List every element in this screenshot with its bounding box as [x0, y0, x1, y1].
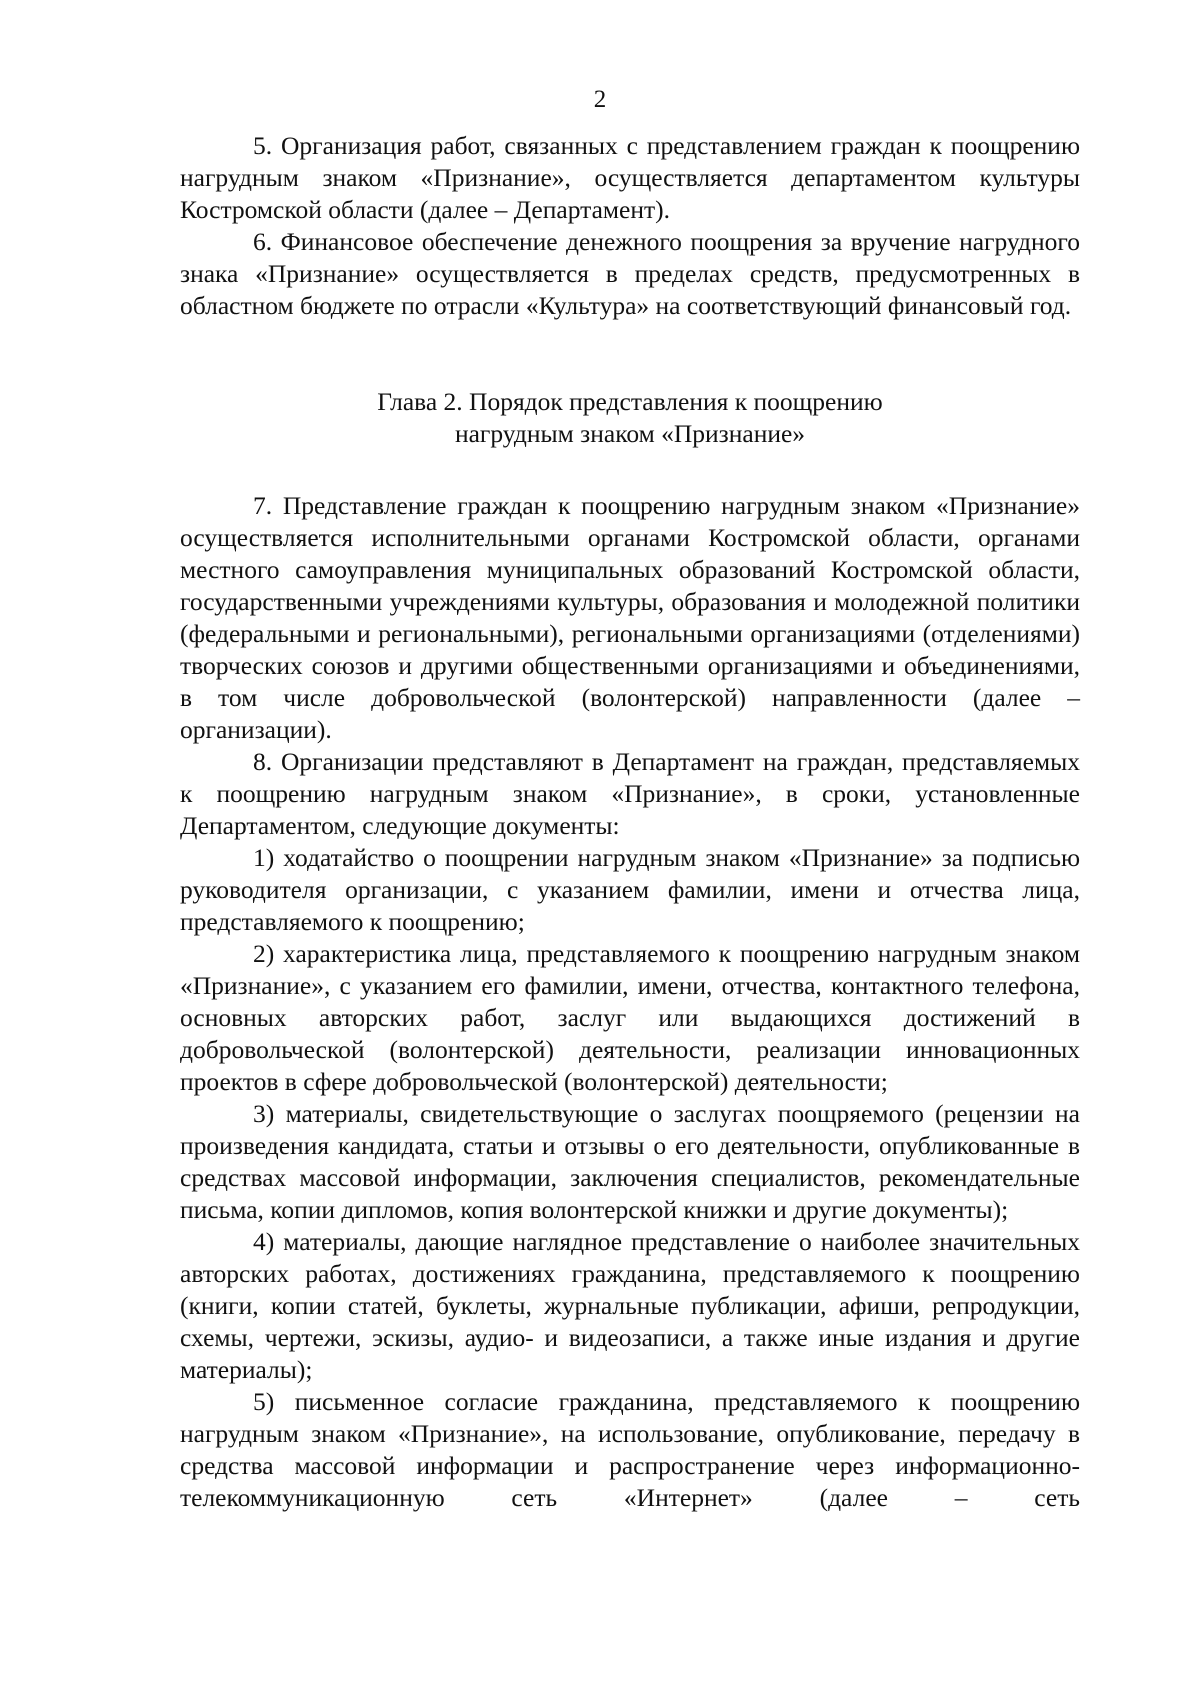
section-top-paragraphs	[180, 130, 1080, 322]
paragraph-5: 5. Организация работ, связанных с представлением граждан к поощрению нагрудным знаком «Признание», осуществляется департаментом культуры Костромской области (далее – Департамент).	[180, 131, 1080, 224]
paragraph-7: 7. Представление граждан к поощрению нагрудным знаком «Признание» осуществляется исполнительными органами Костромской области, органами местного самоуправления муниципальных образований Костромской области, государственными учреждениями культуры, образования и молодежной политики (федеральными и региональными), региональными организациями (отделениями) творческих союзов и другими общественными организациями и объединениями, в том числе добровольческой (волонтерской) направленности (далее – организации).	[180, 491, 1080, 744]
page-number: 2	[593, 86, 607, 113]
list-item-3: 3) материалы, свидетельствующие о заслугах поощряемого (рецензии на произведения кандидата, статьи и отзывы о его деятельности, опубликованные в средствах массовой информации, заключения специалистов, рекомендательные письма, копии дипломов, копия волонтерской книжки и другие документы);	[180, 1099, 1080, 1224]
list-item-5: 5) письменное согласие гражданина, представляемого к поощрению нагрудным знаком «Признание», на использование, опубликование, передачу в средства массовой информации и распространение через информационно-телекоммуникационную сеть «Интернет» (далее – сеть	[180, 1387, 1080, 1512]
chapter-heading	[180, 386, 1080, 450]
list-item-2: 2) характеристика лица, представляемого к поощрению нагрудным знаком «Признание», с указанием его фамилии, имени, отчества, контактного телефона, основных авторских работ, заслуг или выдающихся достижений в добровольческой (волонтерской) деятельности, реализации инновационных проектов в сфере добровольческой (волонтерской) деятельности;	[180, 939, 1080, 1096]
paragraph-8: 8. Организации представляют в Департамент на граждан, представляемых к поощрению нагрудным знаком «Признание», в сроки, установленные Департаментом, следующие документы:	[180, 747, 1080, 840]
list-item-4: 4) материалы, дающие наглядное представление о наиболее значительных авторских работах, достижениях гражданина, представляемого к поощрению (книги, копии статей, буклеты, журнальные публикации, афиши, репродукции, схемы, чертежи, эскизы, аудио- и видеозаписи, а также иные издания и другие материалы);	[180, 1227, 1080, 1384]
chapter-heading-line-2: нагрудным знаком «Признание»	[454, 419, 806, 448]
chapter-heading-line-1: Глава 2. Порядок представления к поощрению	[377, 387, 883, 416]
paragraph-6: 6. Финансовое обеспечение денежного поощрения за вручение нагрудного знака «Признание» осуществляется в пределах средств, предусмотренных в областном бюджете по отрасли «Культура» на соответствующий финансовый год.	[180, 227, 1080, 320]
list-item-1: 1) ходатайство о поощрении нагрудным знаком «Признание» за подписью руководителя организации, с указанием фамилии, имени и отчества лица, представляемого к поощрению;	[180, 843, 1080, 936]
section-main-paragraphs	[180, 490, 1080, 1514]
